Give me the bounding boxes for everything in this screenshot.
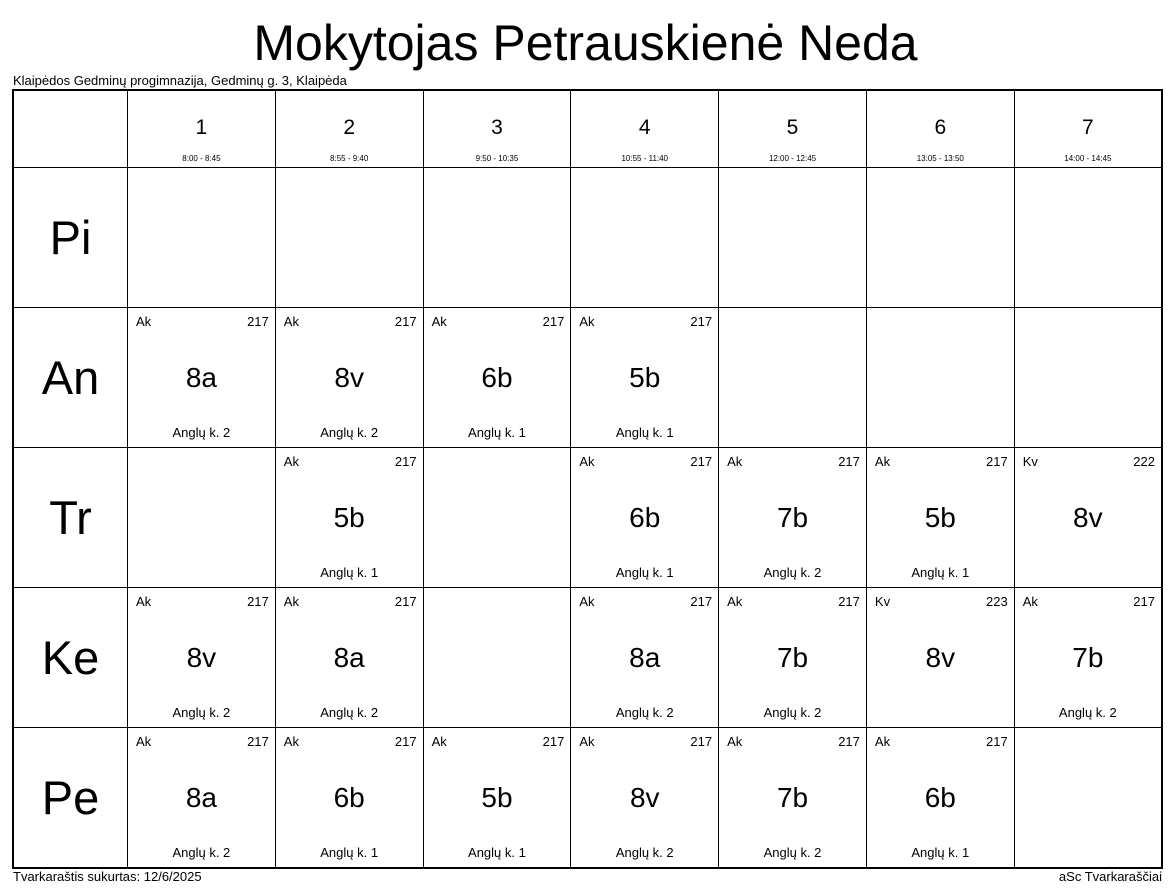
school-address: Klaipėdos Gedminų progimnazija, Gedminų g. 3, Klaipėda [13, 73, 347, 88]
room-number: 223 [985, 594, 1008, 610]
subject-code: Ak [727, 454, 743, 470]
period-header-3 [423, 90, 571, 168]
period-time: 8:55 - 9:40 [330, 154, 369, 163]
subject-code: Ak [727, 594, 743, 610]
corner-cell [13, 90, 128, 168]
day-label: An [13, 308, 128, 448]
empty-cell [275, 168, 423, 308]
subject-code: Ak [431, 314, 447, 330]
period-time: 10:55 - 11:40 [621, 154, 669, 163]
day-row [13, 728, 1162, 868]
lesson-cell [866, 728, 1014, 868]
group-name: Anglų k. 2 [172, 705, 231, 721]
class-name: 8v [925, 642, 956, 674]
lesson-cell [1014, 588, 1162, 728]
group-name: Anglų k. 1 [468, 425, 526, 441]
subject-code: Ak [431, 734, 447, 750]
group-name: Anglų k. 1 [615, 425, 674, 441]
subject-code: Ak [579, 734, 595, 750]
period-number: 3 [491, 116, 503, 139]
group-name: Anglų k. 1 [320, 565, 379, 581]
room-number: 217 [838, 734, 860, 750]
day-row [13, 308, 1162, 448]
period-header-row [13, 90, 1162, 168]
room-number: 217 [838, 454, 860, 470]
empty-cell [128, 448, 276, 588]
subject-code: Ak [874, 454, 891, 470]
timetable-grid [12, 89, 1163, 869]
class-name: 5b [333, 502, 365, 534]
day-label: Pi [13, 168, 128, 308]
class-name: 7b [1072, 642, 1104, 674]
period-header-4 [571, 90, 719, 168]
day-row [13, 588, 1162, 728]
class-name: 8v [629, 782, 660, 814]
lesson-cell [128, 588, 276, 728]
empty-cell [423, 168, 571, 308]
subject-code: Ak [579, 314, 595, 330]
period-time: 8:00 - 8:45 [182, 154, 221, 163]
group-name: Anglų k. 1 [911, 565, 970, 581]
period-header-7 [1014, 90, 1162, 168]
period-time: 12:00 - 12:45 [768, 154, 817, 163]
class-name: 6b [333, 782, 365, 814]
lesson-cell [719, 728, 867, 868]
subject-code: Ak [136, 734, 152, 750]
period-header-5 [719, 90, 867, 168]
lesson-cell [571, 308, 719, 448]
empty-cell [719, 168, 867, 308]
lesson-cell [128, 308, 276, 448]
room-number: 217 [1133, 594, 1155, 610]
room-number: 217 [985, 454, 1008, 470]
subject-code: Ak [283, 594, 299, 610]
period-number: 6 [934, 116, 947, 139]
room-number: 217 [690, 454, 713, 470]
lesson-cell [866, 448, 1014, 588]
group-name: Anglų k. 2 [320, 705, 379, 721]
period-time: 9:50 - 10:35 [475, 154, 519, 163]
lesson-cell [1014, 448, 1162, 588]
room-number: 217 [542, 734, 565, 750]
period-number: 7 [1082, 116, 1094, 139]
room-number: 217 [394, 314, 417, 330]
period-header-6 [866, 90, 1014, 168]
room-number: 222 [1133, 454, 1155, 470]
day-row [13, 448, 1162, 588]
period-number: 5 [786, 116, 799, 139]
day-label: Pe [13, 728, 128, 868]
lesson-cell [275, 448, 423, 588]
class-name: 8v [186, 642, 217, 674]
lesson-cell [866, 588, 1014, 728]
subject-code: Ak [283, 314, 299, 330]
room-number: 217 [690, 734, 713, 750]
class-name: 5b [481, 782, 513, 814]
period-number: 1 [195, 116, 208, 139]
room-number: 217 [985, 734, 1008, 750]
class-name: 7b [776, 782, 809, 814]
page-title: Mokytojas Petrauskienė Neda [253, 15, 918, 71]
period-time: 14:00 - 14:45 [1064, 154, 1112, 163]
room-number: 217 [838, 594, 860, 610]
subject-code: Ak [1022, 594, 1038, 610]
group-name: Anglų k. 2 [1058, 705, 1117, 721]
empty-cell [128, 168, 276, 308]
subject-code: Ak [727, 734, 743, 750]
subject-code: Ak [136, 594, 152, 610]
room-number: 217 [690, 314, 713, 330]
class-name: 8a [629, 642, 661, 674]
period-header-2 [275, 90, 423, 168]
group-name: Anglų k. 1 [615, 565, 674, 581]
empty-cell [719, 308, 867, 448]
created-date: Tvarkaraštis sukurtas: 12/6/2025 [13, 869, 202, 884]
day-label: Ke [13, 588, 128, 728]
empty-cell [423, 448, 571, 588]
group-name: Anglų k. 1 [320, 845, 379, 861]
subject-code: Ak [283, 454, 299, 470]
room-number: 217 [690, 594, 713, 610]
class-name: 5b [629, 362, 661, 394]
lesson-cell [128, 728, 276, 868]
subject-code: Ak [283, 734, 299, 750]
room-number: 217 [542, 314, 565, 330]
period-time: 13:05 - 13:50 [916, 154, 964, 163]
subject-code: Ak [874, 734, 891, 750]
group-name: Anglų k. 1 [468, 845, 526, 861]
empty-cell [1014, 728, 1162, 868]
class-name: 6b [481, 362, 513, 394]
class-name: 8a [185, 362, 217, 394]
empty-cell [866, 168, 1014, 308]
group-name: Anglų k. 2 [763, 845, 822, 861]
group-name: Anglų k. 2 [615, 845, 674, 861]
lesson-cell [719, 448, 867, 588]
empty-cell [1014, 168, 1162, 308]
subject-code: Ak [579, 454, 595, 470]
period-header-1 [128, 90, 276, 168]
day-label: Tr [13, 448, 128, 588]
lesson-cell [571, 448, 719, 588]
group-name: Anglų k. 2 [320, 425, 379, 441]
room-number: 217 [394, 594, 417, 610]
subject-code: Ak [579, 594, 595, 610]
day-row [13, 168, 1162, 308]
subject-code: Kv [1022, 454, 1038, 470]
room-number: 217 [394, 454, 417, 470]
empty-cell [571, 168, 719, 308]
group-name: Anglų k. 2 [615, 705, 674, 721]
class-name: 6b [629, 502, 661, 534]
class-name: 8a [333, 642, 365, 674]
lesson-cell [423, 308, 571, 448]
empty-cell [866, 308, 1014, 448]
room-number: 217 [247, 734, 269, 750]
class-name: 8a [185, 782, 217, 814]
class-name: 7b [776, 642, 809, 674]
class-name: 6b [924, 782, 956, 814]
group-name: Anglų k. 2 [172, 845, 231, 861]
lesson-cell [423, 728, 571, 868]
class-name: 8v [1073, 502, 1103, 534]
period-number: 2 [343, 116, 356, 139]
group-name: Anglų k. 2 [763, 565, 822, 581]
lesson-cell [719, 588, 867, 728]
group-name: Anglų k. 1 [911, 845, 970, 861]
room-number: 217 [247, 594, 269, 610]
lesson-cell [275, 728, 423, 868]
room-number: 217 [394, 734, 417, 750]
lesson-cell [571, 728, 719, 868]
group-name: Anglų k. 2 [172, 425, 231, 441]
subject-code: Kv [874, 594, 891, 610]
empty-cell [1014, 308, 1162, 448]
group-name: Anglų k. 2 [763, 705, 822, 721]
class-name: 5b [924, 502, 956, 534]
lesson-cell [275, 588, 423, 728]
period-number: 4 [638, 116, 651, 139]
empty-cell [423, 588, 571, 728]
class-name: 8v [334, 362, 364, 394]
room-number: 217 [247, 314, 269, 330]
software-brand: aSc Tvarkaraščiai [1058, 869, 1162, 884]
class-name: 7b [776, 502, 809, 534]
subject-code: Ak [136, 314, 152, 330]
lesson-cell [571, 588, 719, 728]
lesson-cell [275, 308, 423, 448]
